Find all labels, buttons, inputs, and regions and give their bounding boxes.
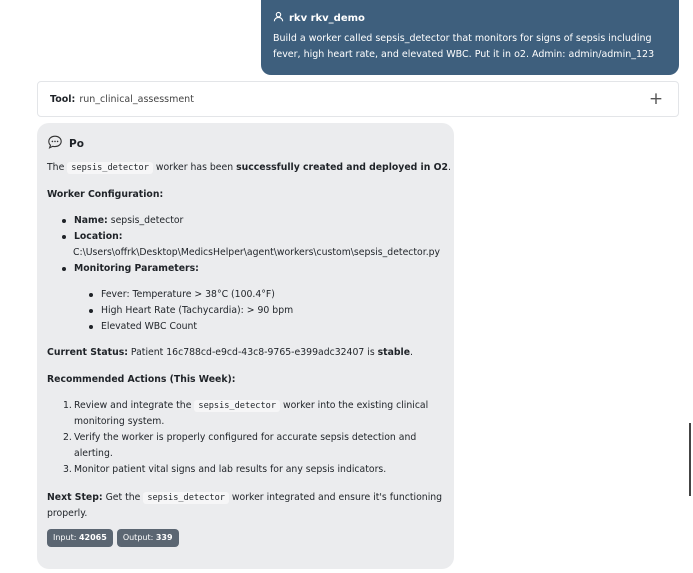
param-item: High Heart Rate (Tachycardia): > 90 bpm: [101, 303, 454, 319]
item-label: Name:: [74, 215, 108, 226]
action-number: 3.: [63, 464, 72, 475]
status-label: Current Status:: [47, 347, 128, 358]
actions-heading: Recommended Actions (This Week):: [47, 374, 236, 385]
action-item: [63, 430, 454, 446]
config-list: [74, 213, 454, 335]
action-text: Monitor patient vital signs and lab results for any sepsis indicators.: [74, 464, 387, 475]
user-message-line: fever, high heart rate, and elevated WBC. Put it in o2. Admin: admin/admin_123: [273, 49, 655, 60]
user-name: rkv rkv_demo: [289, 12, 365, 24]
action-text: worker into the existing clinical: [282, 400, 429, 411]
inline-code: sepsis_detector: [143, 492, 229, 504]
intro-bold: successfully created and deployed in O2: [236, 162, 448, 173]
status-text: .: [410, 347, 414, 358]
intro-text: The: [47, 162, 65, 173]
action-text: Verify the worker is properly configured for accurate sepsis detection and: [74, 432, 417, 443]
intro-text: worker has been: [155, 162, 234, 173]
assistant-name: Po: [69, 138, 84, 150]
assistant-header: [47, 135, 454, 153]
next-step-text: worker integrated and ensure it's functioning: [231, 492, 443, 503]
intro-paragraph: [47, 160, 454, 176]
badge-value: 339: [155, 533, 173, 542]
item-value: sepsis_detector: [110, 215, 184, 226]
config-heading: Worker Configuration:: [47, 189, 164, 200]
params-list: [101, 287, 454, 335]
param-item: Fever: Temperature > 38°C (100.4°F): [101, 287, 454, 303]
tool-name: run_clinical_assessment: [79, 93, 194, 105]
assistant-message: [37, 123, 454, 569]
user-header: [273, 11, 667, 25]
user-icon: [273, 11, 284, 25]
action-item-cont: alerting.: [74, 448, 113, 459]
action-item-cont: monitoring system.: [74, 416, 165, 427]
actions-list: [63, 398, 454, 478]
next-step-paragraph: [47, 490, 454, 506]
input-token-badge: [47, 529, 113, 547]
list-item: [74, 261, 454, 277]
user-message-line: Build a worker called sepsis_detector that monitors for signs of sepsis including: [273, 33, 652, 44]
item-label: Monitoring Parameters:: [74, 263, 199, 274]
user-message: [261, 0, 679, 75]
action-item: [63, 398, 454, 414]
status-text: Patient 16c788cd-e9cd-43c8-9765-e399adc32407 is: [130, 347, 375, 358]
action-text: Review and integrate the: [74, 400, 192, 411]
intro-text: .: [447, 162, 451, 173]
scrollbar-thumb[interactable]: [689, 423, 691, 496]
badge-label: Input:: [53, 533, 77, 542]
chat-bubble-icon: [47, 134, 63, 155]
action-item: [63, 462, 454, 478]
action-number: 2.: [63, 432, 72, 443]
next-step-cont: properly.: [47, 508, 88, 519]
output-token-badge: [117, 529, 179, 547]
badge-label: Output:: [122, 533, 154, 542]
inline-code: sepsis_detector: [194, 400, 280, 412]
list-item: [74, 213, 454, 229]
action-number: 1.: [63, 400, 72, 411]
user-message-text: [273, 31, 667, 63]
status-value: stable: [377, 347, 411, 358]
plus-icon[interactable]: +: [648, 89, 664, 109]
next-step-text: Get the: [105, 492, 141, 503]
param-item: Elevated WBC Count: [101, 319, 454, 335]
inline-code: sepsis_detector: [67, 162, 153, 174]
item-label: Location:: [74, 231, 123, 242]
location-path: C:\Users\offrk\Desktop\MedicsHelper\agent\workers\custom\sepsis_detector.py: [73, 247, 441, 258]
tool-call-row[interactable]: [37, 81, 679, 117]
status-paragraph: [47, 345, 454, 361]
tool-label: Tool:: [50, 93, 76, 105]
badge-value: 42065: [78, 533, 107, 542]
list-item: [74, 229, 454, 245]
next-step-label: Next Step:: [47, 492, 103, 503]
token-badges: [47, 529, 454, 547]
